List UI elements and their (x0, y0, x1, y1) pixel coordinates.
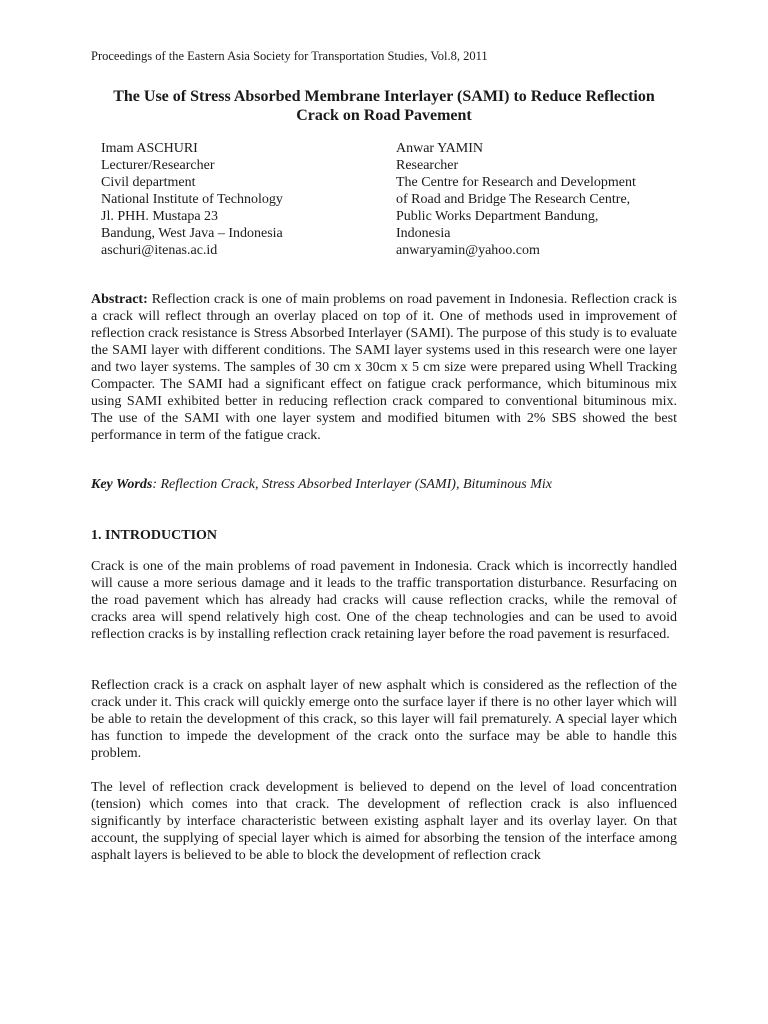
author-2-country: Indonesia (396, 226, 451, 241)
author-1-street: Jl. PHH. Mustapa 23 (101, 209, 219, 224)
intro-paragraph-2: Reflection crack is a crack on asphalt layer of new asphalt which is considered as the reflection of the crack under it. This crack will quickly emerge onto the surface layer if there is no other layer which will be able to retain the development of this crack, so this layer will fail prematurely. A special layer which has function to impede the development of the crack onto the surface may be able to handle this problem. (91, 678, 677, 761)
author-1 (101, 140, 283, 259)
author-1-name: Imam ASCHURI (101, 141, 198, 156)
author-2-position: Researcher (396, 158, 459, 173)
abstract (91, 291, 677, 444)
author-2-department: Public Works Department Bandung, (396, 209, 599, 224)
abstract-text: Reflection crack is one of main problems on road pavement in Indonesia. Reflection crack is a crack will reflect through an overlay placed on top of it. One of methods used in improvement of reflection crack resistance is Stress Absorbed Interlayer (SAMI). The purpose of this study is to evaluate the SAMI layer with different conditions. The SAMI layer systems used in this research were one layer and two layer systems. The samples of 30 cm x 30cm x 5 cm size were prepared using Whell Tracking Compacter. The SAMI had a significant effect on fatigue crack performance, which bituminous mix using SAMI exhibited better in reducing reflection crack compared to conventional bituminous mix. The use of the SAMI with one layer system and modified bitumen with 2% SBS showed the best performance in term of the fatigue crack. (91, 292, 677, 443)
intro-paragraph-1: Crack is one of the main problems of road pavement in Indonesia. Crack which is incorrectly handled will cause a more serious damage and it leads to the traffic transportation disturbance. Resurfacing on the road pavement which has already had cracks will cause reflection cracks, while the removal of cracks area will spend relatively high cost. One of the cheap technologies and can be used to avoid reflection cracks is by installing reflection crack retaining layer before the road pavement is resurfaced. (91, 559, 677, 642)
keywords-label: Key Words (91, 477, 153, 492)
author-1-position: Lecturer/Researcher (101, 158, 215, 173)
author-1-city: Bandung, West Java – Indonesia (101, 226, 283, 241)
section-heading-introduction: 1. INTRODUCTION (91, 528, 218, 543)
author-2-institution-line-2: of Road and Bridge The Research Centre, (396, 192, 631, 207)
abstract-label: Abstract: (91, 292, 148, 307)
running-header: Proceedings of the Eastern Asia Society for Transportation Studies, Vol.8, 2011 (91, 49, 488, 63)
author-1-email: aschuri@itenas.ac.id (101, 243, 218, 258)
author-1-institution: National Institute of Technology (101, 192, 283, 207)
author-2 (396, 140, 636, 259)
keywords (91, 476, 677, 493)
author-2-name: Anwar YAMIN (396, 141, 483, 156)
author-1-department: Civil department (101, 175, 196, 190)
intro-paragraph-3: The level of reflection crack development is believed to depend on the level of load concentration (tension) which comes into that crack. The development of reflection crack is also influenced significantly by interface characteristic between existing asphalt layer and its overlay layer. On that account, the supplying of special layer which is aimed for absorbing the tension of the interface among asphalt layers is believed to be able to block the development of reflection crack (91, 780, 677, 863)
keywords-text: : Reflection Crack, Stress Absorbed Interlayer (SAMI), Bituminous Mix (152, 477, 553, 492)
author-2-email: anwaryamin@yahoo.com (396, 243, 540, 258)
paper-title: The Use of Stress Absorbed Membrane Interlayer (SAMI) to Reduce Reflection Crack on Road Pavement (113, 88, 655, 124)
author-2-institution-line-1: The Centre for Research and Development (396, 175, 636, 190)
